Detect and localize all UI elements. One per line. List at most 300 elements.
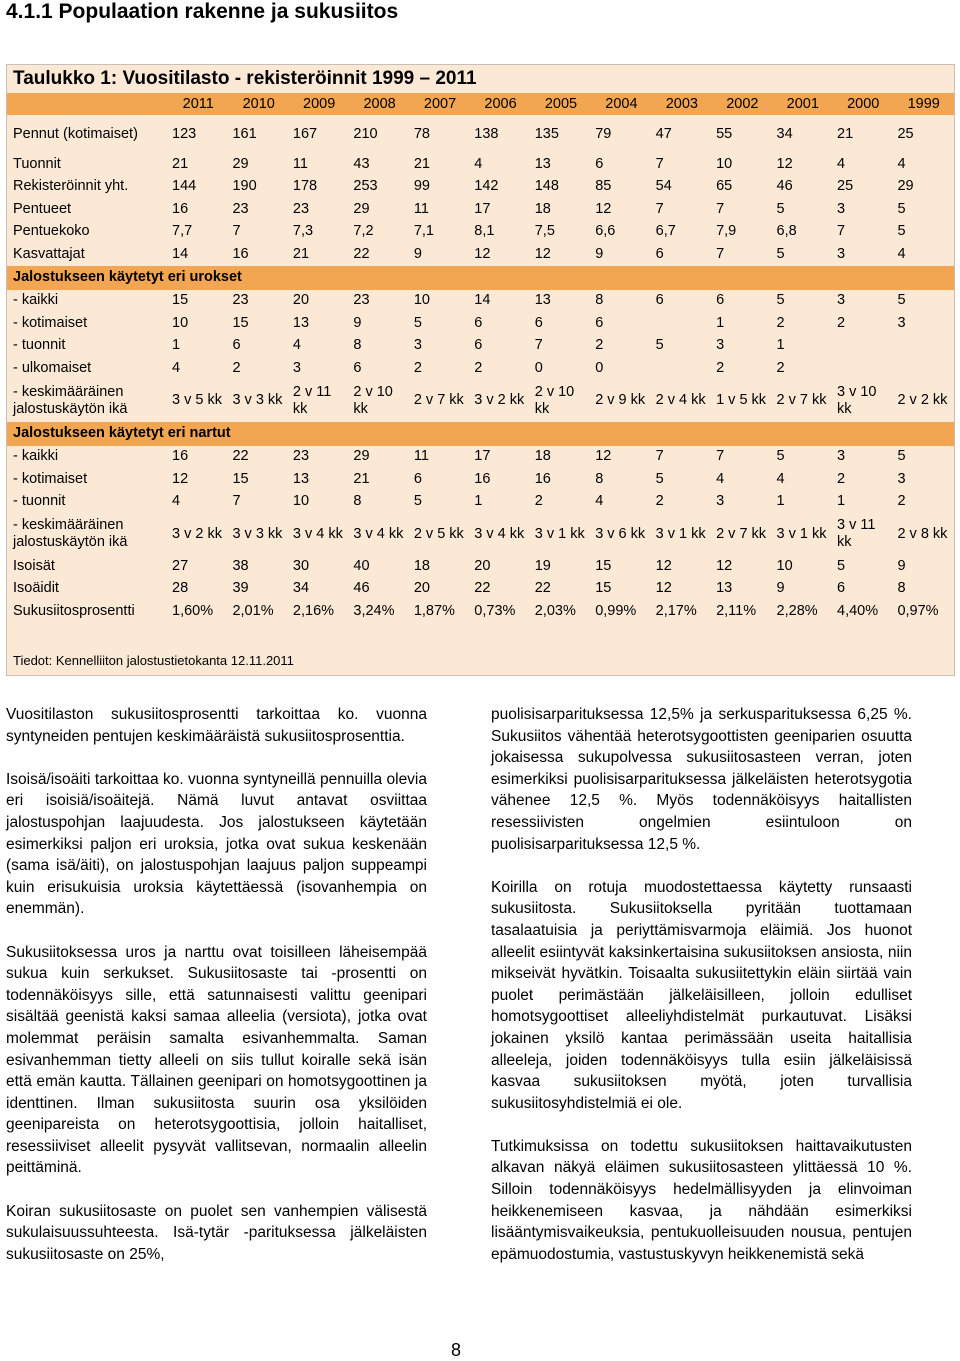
table-cell: 13	[534, 155, 551, 172]
table-cell: 7,2	[353, 223, 374, 240]
table-cell: 2,03%	[534, 602, 576, 619]
table-cell: 23	[353, 292, 370, 309]
table-cell: 2	[232, 359, 241, 376]
table-cell: 2	[837, 470, 846, 487]
row-label: - kotimaiset	[13, 314, 88, 331]
table-cell: 5	[413, 314, 422, 331]
table-cell: 2 v 8 kk	[897, 525, 948, 542]
table-cell: 6	[232, 337, 241, 354]
left-paragraph: Vuositilaston sukusiitosprosentti tarkoittaa ko. vuonna syntyneiden pentujen keskimääräistä sukusiitosprosenttia.	[6, 706, 427, 745]
table-cell: 1	[837, 493, 846, 510]
row-label: Tuonnit	[13, 155, 61, 172]
table-row	[7, 555, 954, 578]
table-cell: 2	[534, 493, 543, 510]
table-cell: 1	[172, 337, 181, 354]
table-cell: 25	[837, 178, 854, 195]
table-cell: 4	[172, 359, 181, 376]
table-cell: 16	[172, 200, 189, 217]
table-cell	[893, 357, 954, 380]
table-cell: 99	[413, 178, 430, 195]
table-cell: 4	[837, 155, 846, 172]
table-cell: 6,6	[595, 223, 616, 240]
table-row	[7, 600, 954, 623]
table-cell: 2,11%	[716, 602, 757, 619]
table-cell: 6	[353, 359, 362, 376]
table-cell: 8	[353, 493, 362, 510]
table-cell: 23	[292, 200, 310, 217]
table-cell: 16	[172, 448, 189, 465]
table-row	[7, 357, 954, 380]
table-cell: 5	[897, 448, 906, 465]
table-cell: 2	[716, 359, 725, 376]
table-cell: 3 v 3 kk	[232, 525, 283, 542]
table-cell: 38	[232, 557, 249, 574]
table-cell: 4	[172, 493, 181, 510]
table-cell: 5	[776, 245, 785, 262]
row-label: - kotimaiset	[13, 470, 88, 487]
table-cell: 4	[897, 245, 906, 262]
table-cell: 5	[776, 292, 785, 309]
table-cell: 34	[292, 580, 310, 597]
table-cell: 23	[292, 448, 310, 465]
table-cell: 3	[837, 292, 846, 309]
table-row	[7, 290, 954, 313]
table-section-row	[7, 422, 954, 446]
table-cell: 7,7	[172, 223, 193, 240]
table-cell: 16	[232, 245, 249, 262]
table-cell: 15	[172, 292, 189, 309]
table-cell: 5	[776, 200, 785, 217]
table-cell: 29	[353, 448, 370, 465]
table-cell: 21	[837, 125, 854, 142]
table-cell: 4,40%	[837, 602, 879, 619]
table-cell: 13	[716, 580, 733, 597]
table-cell: 9	[595, 245, 604, 262]
table-cell: 8	[595, 292, 604, 309]
row-label: Sukusiitosprosentti	[13, 602, 135, 619]
table-cell: 12	[474, 245, 491, 262]
table-cell: 5	[897, 223, 906, 240]
table-row	[7, 446, 954, 469]
table-row	[7, 578, 954, 601]
table-cell: 12	[716, 557, 733, 574]
table-cell: 12	[776, 155, 793, 172]
table-cell: 178	[292, 178, 318, 195]
table-cell: 2 v 5 kk	[413, 525, 464, 542]
table-cell: 19	[534, 557, 551, 574]
table-row	[7, 243, 954, 266]
table-cell: 3	[897, 470, 906, 487]
table-cell: 6	[474, 314, 483, 331]
table-cell: 6	[716, 292, 725, 309]
table-cell: 43	[353, 155, 370, 172]
table-cell: 15	[595, 580, 612, 597]
section-title: Jalostukseen käytetyt eri nartut	[7, 422, 954, 446]
table-row	[7, 221, 954, 244]
table-cell: 2 v 10 kk	[534, 383, 575, 417]
table-cell: 7	[837, 223, 846, 240]
table-cell: 138	[474, 125, 499, 142]
right-paragraph: Tutkimuksissa on todettu sukusiitoksen haittavaikutusten alkavan näkyä eläimen sukusiitosasteen ylittäessä 10 %. Silloin todennäköisyys hedelmällisyyden ja elinvoiman heikkenemiseen kasvaa, ja nähdään esimerkiksi lisääntymisvaikeuksia, pentukuolleisuuden nousua, pentujen epämuodostumia, vastustuskyvyn heikkenemistä sekä	[491, 1137, 912, 1263]
table-cell: 23	[232, 200, 249, 217]
table-section-row	[7, 266, 954, 290]
table-cell: 0	[534, 359, 543, 376]
left-text-column	[6, 704, 427, 1287]
table-cell: 2 v 9 kk	[595, 392, 646, 408]
table-cell: 12	[595, 448, 612, 465]
table-cell: 9	[776, 580, 785, 597]
table-cell: 2 v 4 kk	[655, 392, 706, 408]
table-cell: 54	[655, 178, 672, 195]
table-cell: 14	[172, 245, 189, 262]
year-header-cell: 2002	[712, 93, 772, 115]
table-row	[7, 491, 954, 514]
table-cell: 5	[655, 470, 664, 487]
table-cell: 2,01%	[232, 602, 274, 619]
year-header-cell: 2010	[228, 93, 288, 115]
table-row	[7, 468, 954, 491]
table-cell: 7	[716, 245, 725, 262]
table-cell: 13	[534, 292, 551, 309]
table-cell: 1	[776, 493, 785, 510]
table-cell: 2 v 7 kk	[776, 392, 827, 408]
table-cell	[893, 335, 954, 358]
table-cell: 3 v 4 kk	[474, 525, 525, 542]
year-header-row	[7, 93, 954, 115]
table-cell: 8	[353, 337, 362, 354]
year-header-cell: 2004	[591, 93, 651, 115]
table-cell: 3	[716, 337, 725, 354]
table-row	[7, 198, 954, 221]
table-cell: 0,97%	[897, 602, 939, 619]
table-cell: 5	[413, 493, 422, 510]
row-label: - keskimääräinen jalostuskäytön ikä	[13, 517, 128, 550]
table-cell: 2,16%	[292, 602, 335, 619]
table-cell: 14	[474, 292, 491, 309]
row-label: - ulkomaiset	[13, 359, 92, 376]
table-cell: 5	[897, 292, 906, 309]
table-cell: 12	[595, 200, 612, 217]
table-cell: 3 v 1 kk	[776, 525, 827, 542]
table-cell: 6	[837, 580, 846, 597]
table-cell: 18	[413, 557, 430, 574]
table-cell: 2,17%	[655, 602, 697, 619]
year-header-cell: 2005	[531, 93, 591, 115]
table-cell: 3 v 3 kk	[232, 392, 283, 408]
table-cell: 1	[474, 493, 483, 510]
table-cell: 10	[172, 314, 189, 331]
table-cell: 22	[232, 448, 249, 465]
table-cell: 18	[534, 200, 551, 217]
table-cell: 3 v 5 kk	[172, 392, 222, 408]
table-cell: 3	[716, 493, 725, 510]
table-cell: 39	[232, 580, 249, 597]
table-cell	[652, 357, 712, 380]
table-cell: 40	[353, 557, 370, 574]
table-cell: 10	[716, 155, 733, 172]
table-cell: 3 v 1 kk	[534, 525, 585, 542]
table-cell: 6,8	[776, 223, 797, 240]
table-cell: 17	[474, 200, 491, 217]
table-cell: 16	[474, 470, 491, 487]
table-cell: 7	[716, 200, 725, 217]
table-cell: 7	[534, 337, 543, 354]
table-cell: 1 v 5 kk	[716, 392, 767, 408]
table-cell: 6	[655, 292, 664, 309]
table-cell: 161	[232, 125, 257, 142]
table-cell: 4	[716, 470, 725, 487]
table-cell: 29	[353, 200, 370, 217]
table-cell: 167	[292, 125, 318, 142]
table-cell: 8	[897, 580, 906, 597]
table-cell: 13	[292, 470, 310, 487]
statistics-table-panel	[6, 64, 955, 676]
table-cell: 47	[655, 125, 672, 142]
table-cell: 135	[534, 125, 559, 142]
table-cell: 21	[413, 155, 430, 172]
table-cell: 6,7	[655, 223, 676, 240]
table-cell: 4	[292, 337, 301, 354]
year-header-cell: 2011	[168, 93, 228, 115]
row-label: Isoäidit	[13, 580, 59, 597]
table-cell: 78	[413, 125, 430, 142]
row-label: - kaikki	[13, 448, 59, 465]
table-cell: 2 v 10 kk	[353, 383, 393, 417]
table-cell: 7	[232, 493, 241, 510]
table-cell: 7,9	[716, 223, 737, 240]
table-cell: 2 v 11 kk	[292, 383, 332, 417]
table-cell: 21	[172, 155, 189, 172]
table-cell: 29	[897, 178, 914, 195]
table-cell: 3,24%	[353, 602, 395, 619]
table-cell: 7	[655, 200, 664, 217]
year-header-cell: 2000	[833, 93, 893, 115]
left-paragraph: Sukusiitoksessa uros ja narttu ovat toisilleen läheisempää sukua kuin serkukset. Sukusiitosaste tai -prosentti on todennäköisyys sille, että satunnaisesti valittu geenipari sisältää geenistä kaksi samaa alleelia (versiota), jotka ovat molemmat peräisin samalta esivanhemmalta. Saman esivanhemman tietty alleeli on siis tullut koiralle sekä isän että emän kautta. Tällainen geenipari on homotsygoottinen ja identtinen. Ilman sukusiitosta suurin osa yksilöiden geenipareista on heterotsygoottisia, jolloin haitalliset, resessiiviset alleelit pysyvät vallitsevan, normaalin alleelin peittäminä.	[6, 943, 427, 1177]
table-cell: 12	[655, 580, 672, 597]
source-note: Tiedot: Kennelliiton jalostustietokanta 12.11.2011	[13, 653, 294, 668]
table-cell: 2 v 7 kk	[716, 525, 767, 542]
table-cell: 2	[474, 359, 483, 376]
table-cell: 10	[776, 557, 793, 574]
year-header-cell: 2003	[652, 93, 712, 115]
table-cell: 15	[232, 314, 249, 331]
table-cell: 4	[776, 470, 785, 487]
table-cell: 6	[595, 155, 604, 172]
right-paragraph: Koirilla on rotuja muodostettaessa käytetty runsaasti sukusiitosta. Sukusiitoksella pyritään tuottamaan tasalaatuisia ja periyttämisvarmoja eläimiä. Jos huonot alleelit esiintyvät kaksinkertaisina sukusiitoksen ansiosta, niin mikseivät hyvätkin. Toisaalta sukusiitettykin eläin siirtää vain puolet perimästään jälkeläisilleen, jolloin edulliset homotsygoottiset alleeliyhdistelmät purkautuvat. Lisäksi jokainen yksilö kantaa perimässään useita haitallisia alleeleja, joiden todennäköisyys tulla esiin jälkeläisissä kasvaa sukusiitoksen myötä, joten turvallisia sukusiitosyhdistelmiä ei ole.	[491, 878, 912, 1112]
table-cell: 7,5	[534, 223, 555, 240]
table-cell: 142	[474, 178, 499, 195]
table-cell	[833, 335, 893, 358]
table-cell: 12	[172, 470, 189, 487]
year-header-cell: 2006	[470, 93, 530, 115]
table-cell: 30	[292, 557, 310, 574]
row-label: Pennut (kotimaiset)	[13, 125, 138, 142]
table-cell: 7,3	[292, 223, 314, 240]
table-cell: 123	[172, 125, 197, 142]
table-cell: 4	[595, 493, 604, 510]
table-row	[7, 115, 954, 153]
table-cell: 3	[413, 337, 422, 354]
table-cell: 4	[897, 155, 906, 172]
row-label: Isoisät	[13, 557, 55, 574]
table-cell: 22	[534, 580, 551, 597]
table-cell: 20	[474, 557, 491, 574]
table-cell: 5	[897, 200, 906, 217]
table-cell: 11	[292, 155, 308, 172]
left-paragraph: Isoisä/isoäiti tarkoittaa ko. vuonna syntyneillä pennuilla olevia eri isoisiä/isoäitejä. Nämä luvut antavat osviittaa jalostuspohjan laajuudesta. Jos jalostukseen käytetään esimerkiksi paljon eri uroksia, jotka ovat sukua keskenään (sama isä/äiti), on jalostuspohjan laajuus paljon suppeampi kuin erisukuisia uroksia käytettäessä (isovanhempia on enemmän).	[6, 770, 427, 918]
table-cell: 27	[172, 557, 189, 574]
table-cell: 4	[474, 155, 483, 172]
table-cell: 9	[353, 314, 362, 331]
table-cell: 3	[292, 359, 301, 376]
table-cell: 55	[716, 125, 733, 142]
table-cell: 11	[413, 200, 429, 217]
year-header-cell: 2001	[773, 93, 833, 115]
row-label: Kasvattajat	[13, 245, 85, 262]
year-header-cell: 2009	[289, 93, 349, 115]
row-label: - keskimääräinen jalostuskäytön ikä	[13, 383, 128, 417]
table-cell: 16	[534, 470, 551, 487]
year-header-cell: 1999	[893, 93, 954, 115]
header-corner-cell	[7, 93, 168, 115]
table-cell: 12	[534, 245, 551, 262]
table-cell: 12	[655, 557, 672, 574]
table-cell: 3 v 4 kk	[353, 525, 404, 542]
table-cell: 2	[776, 314, 785, 331]
table-cell: 7	[655, 448, 664, 465]
table-cell: 6	[595, 314, 604, 331]
row-label: - tuonnit	[13, 337, 66, 354]
table-cell: 210	[353, 125, 378, 142]
table-cell: 46	[353, 580, 370, 597]
table-title: Taulukko 1: Vuositilasto - rekisteröinnit 1999 – 2011	[13, 68, 477, 89]
table-cell: 2	[413, 359, 422, 376]
table-cell: 65	[716, 178, 733, 195]
table-cell: 1	[716, 314, 725, 331]
table-cell: 8,1	[474, 223, 495, 240]
table-cell: 6	[534, 314, 543, 331]
table-cell: 5	[776, 448, 785, 465]
table-cell: 46	[776, 178, 793, 195]
table-cell: 2	[655, 493, 664, 510]
table-cell: 2	[776, 359, 785, 376]
right-paragraph: puolisisarparituksessa 12,5% ja serkusparituksessa 6,25 %. Sukusiitos vähentää heterotsygoottisten geeniparien osuutta jokaisessa sukupolvessa sukusiitosasteen verran, joten esimerkiksi puolisisarparituksessa jälkeläisten heterotsygotia vähenee 12,5 %. Myös todennäköisyys haitallisten resessiivisten ongelmien esiintuloon on puolisisarparituksessa 12,5 %.	[491, 706, 912, 853]
table-cell: 8	[595, 470, 604, 487]
table-cell: 3 v 1 kk	[655, 525, 706, 542]
right-text-column	[491, 704, 912, 1287]
table-row	[7, 380, 954, 422]
table-row	[7, 335, 954, 358]
table-cell: 3 v 4 kk	[292, 525, 343, 542]
table-cell: 9	[897, 557, 906, 574]
row-label: Pentuekoko	[13, 223, 90, 240]
table-cell: 1,87%	[413, 602, 455, 619]
table-cell: 18	[534, 448, 551, 465]
table-cell: 29	[232, 155, 249, 172]
table-cell: 5	[655, 337, 664, 354]
table-cell: 22	[353, 245, 370, 262]
table-cell: 22	[474, 580, 491, 597]
table-cell: 0,99%	[595, 602, 637, 619]
page-number: 8	[451, 1340, 462, 1360]
table-cell: 1	[776, 337, 785, 354]
table-cell: 9	[413, 245, 422, 262]
table-cell: 2	[595, 337, 604, 354]
table-cell: 3	[897, 314, 906, 331]
table-cell: 2	[897, 493, 906, 510]
table-cell: 3 v 2 kk	[474, 392, 525, 408]
table-cell: 7	[716, 448, 725, 465]
row-label: Rekisteröinnit yht.	[13, 178, 129, 195]
table-cell	[833, 357, 893, 380]
table-cell: 3	[837, 448, 846, 465]
year-header-cell: 2007	[410, 93, 470, 115]
table-row	[7, 153, 954, 176]
table-cell: 5	[837, 557, 846, 574]
year-header-cell: 2008	[349, 93, 409, 115]
table-cell: 1,60%	[172, 602, 214, 619]
table-cell: 2 v 2 kk	[897, 392, 948, 408]
row-label: - tuonnit	[13, 493, 66, 510]
table-cell: 2 v 7 kk	[413, 392, 464, 408]
table-cell: 0	[595, 359, 604, 376]
table-cell: 34	[776, 125, 793, 142]
table-cell: 21	[353, 470, 370, 487]
table-cell: 6	[413, 470, 422, 487]
table-cell: 253	[353, 178, 378, 195]
table-cell: 148	[534, 178, 559, 195]
table-cell: 3 v 10 kk	[837, 383, 877, 417]
table-cell: 21	[292, 245, 310, 262]
table-cell: 28	[172, 580, 189, 597]
table-cell: 85	[595, 178, 612, 195]
table-cell: 7	[232, 223, 241, 240]
table-cell: 79	[595, 125, 612, 142]
table-cell: 20	[292, 292, 310, 309]
table-cell: 190	[232, 178, 257, 195]
table-cell: 3	[837, 245, 846, 262]
table-cell: 2	[837, 314, 846, 331]
page-heading: 4.1.1 Populaation rakenne ja sukusiitos	[6, 0, 399, 23]
section-title: Jalostukseen käytetyt eri urokset	[7, 266, 954, 290]
table-cell: 7	[655, 155, 664, 172]
table-row	[7, 513, 954, 555]
table-cell: 11	[413, 448, 429, 465]
table-cell: 144	[172, 178, 197, 195]
table-cell: 2,28%	[776, 602, 818, 619]
table-cell: 0,73%	[474, 602, 516, 619]
table-cell: 3 v 2 kk	[172, 525, 222, 542]
row-label: Pentueet	[13, 200, 72, 217]
table-cell: 6	[474, 337, 483, 354]
table-cell: 3 v 11 kk	[837, 517, 876, 550]
registration-statistics-table	[7, 93, 954, 623]
table-cell: 3 v 6 kk	[595, 525, 646, 542]
row-label: - kaikki	[13, 292, 59, 309]
table-cell: 13	[292, 314, 310, 331]
table-cell	[652, 312, 712, 335]
table-row	[7, 176, 954, 199]
left-paragraph: Koiran sukusiitosaste on puolet sen vanhempien välisestä sukulaisuussuhteesta. Isä-tytär -parituksessa jälkeläisten sukusiitosaste on 25%,	[6, 1202, 427, 1263]
table-cell: 15	[595, 557, 612, 574]
table-cell: 3	[837, 200, 846, 217]
table-cell: 15	[232, 470, 249, 487]
table-cell: 23	[232, 292, 249, 309]
table-cell: 10	[413, 292, 430, 309]
table-cell: 7,1	[413, 223, 434, 240]
table-cell: 25	[897, 125, 914, 142]
table-cell: 6	[655, 245, 664, 262]
